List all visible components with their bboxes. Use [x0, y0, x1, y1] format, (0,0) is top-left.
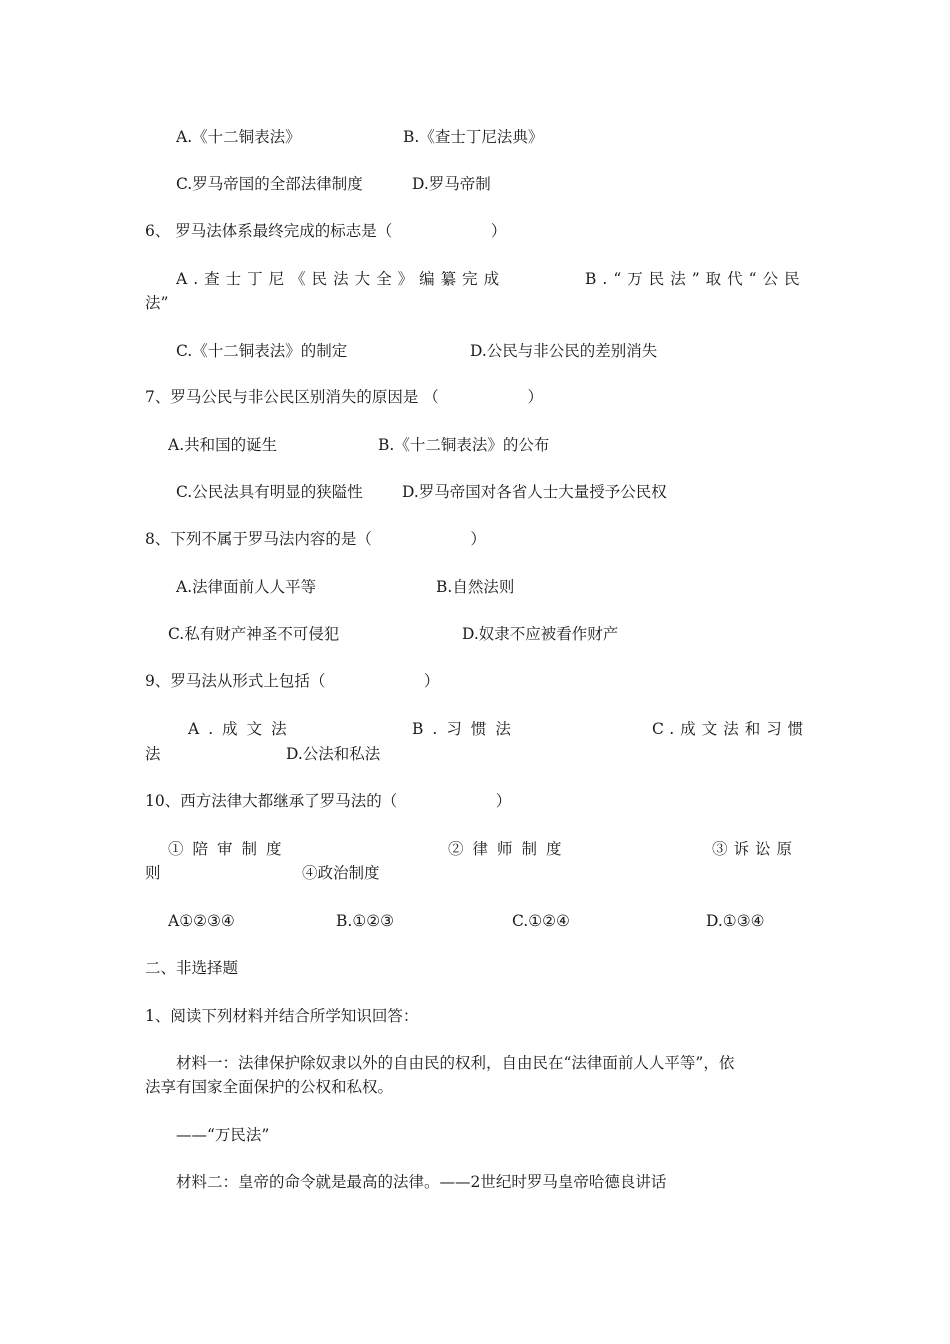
material-1-line-1: 材料一：法律保护除奴隶以外的自由民的权利，自由民在“法律面前人人平等”，依	[176, 1054, 735, 1072]
q9-option-c-cont: 法	[145, 745, 161, 763]
q9-option-b: B.习惯法	[412, 720, 520, 738]
q7-option-c: C.公民法具有明显的狭隘性	[176, 483, 363, 501]
q7-option-b: B.《十二铜表法》的公布	[378, 436, 550, 454]
q10-option-d: D.①③④	[706, 912, 765, 930]
q5-option-a: A.《十二铜表法》	[176, 128, 301, 146]
section-heading: 二、非选择题	[145, 959, 239, 977]
material-1-line-2: 法享有国家全面保护的公权和私权。	[145, 1078, 394, 1096]
q9-option-c: C.成文法和习惯	[652, 720, 810, 738]
q10-option-a: A①②③④	[168, 912, 235, 930]
q10-item-3: ③诉讼原	[712, 840, 799, 858]
q6-option-c: C.《十二铜表法》的制定	[176, 342, 348, 360]
q8-option-c: C.私有财产神圣不可侵犯	[168, 625, 340, 643]
q8-option-a: A.法律面前人人平等	[176, 578, 317, 596]
q9-option-a: A.成文法	[188, 720, 296, 738]
q9-stem: 9、罗马法从形式上包括（ ）	[145, 672, 440, 690]
q10-item-1: ①陪审制度	[168, 840, 291, 858]
material-1-source: ——“万民法”	[176, 1126, 270, 1144]
q10-option-c: C.①②④	[512, 912, 570, 930]
q10-option-b: B.①②③	[336, 912, 395, 930]
q7-option-d: D.罗马帝国对各省人士大量授予公民权	[402, 483, 667, 501]
q6-option-d: D.公民与非公民的差别消失	[470, 342, 658, 360]
q9-option-d: D.公法和私法	[286, 745, 381, 763]
q10-stem: 10、西方法律大都继承了罗马法的（ ）	[145, 792, 512, 810]
q5-option-d: D.罗马帝制	[412, 175, 491, 193]
q6-option-b: B.“万民法”取代“公民	[585, 270, 806, 288]
q7-stem: 7、罗马公民与非公民区别消失的原因是 （ ）	[145, 388, 543, 406]
q10-item-2: ②律师制度	[448, 840, 571, 858]
q8-option-b: B.自然法则	[436, 578, 515, 596]
s2-q1-stem: 1、阅读下列材料并结合所学知识回答：	[145, 1007, 419, 1025]
q7-option-a: A.共和国的诞生	[168, 436, 278, 454]
q5-option-c: C.罗马帝国的全部法律制度	[176, 175, 363, 193]
q5-option-b: B.《查士丁尼法典》	[403, 128, 544, 146]
q6-option-b-cont: 法”	[145, 294, 169, 312]
material-2: 材料二：皇帝的命令就是最高的法律。——2世纪时罗马皇帝哈德良讲话	[176, 1173, 667, 1191]
q10-item-3-cont: 则	[145, 864, 161, 882]
q6-stem: 6、 罗马法体系最终完成的标志是（ ）	[145, 222, 507, 240]
q6-option-a: A.查士丁尼《民法大全》编纂完成	[176, 270, 506, 288]
q8-stem: 8、下列不属于罗马法内容的是（ ）	[145, 530, 486, 548]
q8-option-d: D.奴隶不应被看作财产	[462, 625, 619, 643]
q10-item-4: ④政治制度	[302, 864, 380, 882]
